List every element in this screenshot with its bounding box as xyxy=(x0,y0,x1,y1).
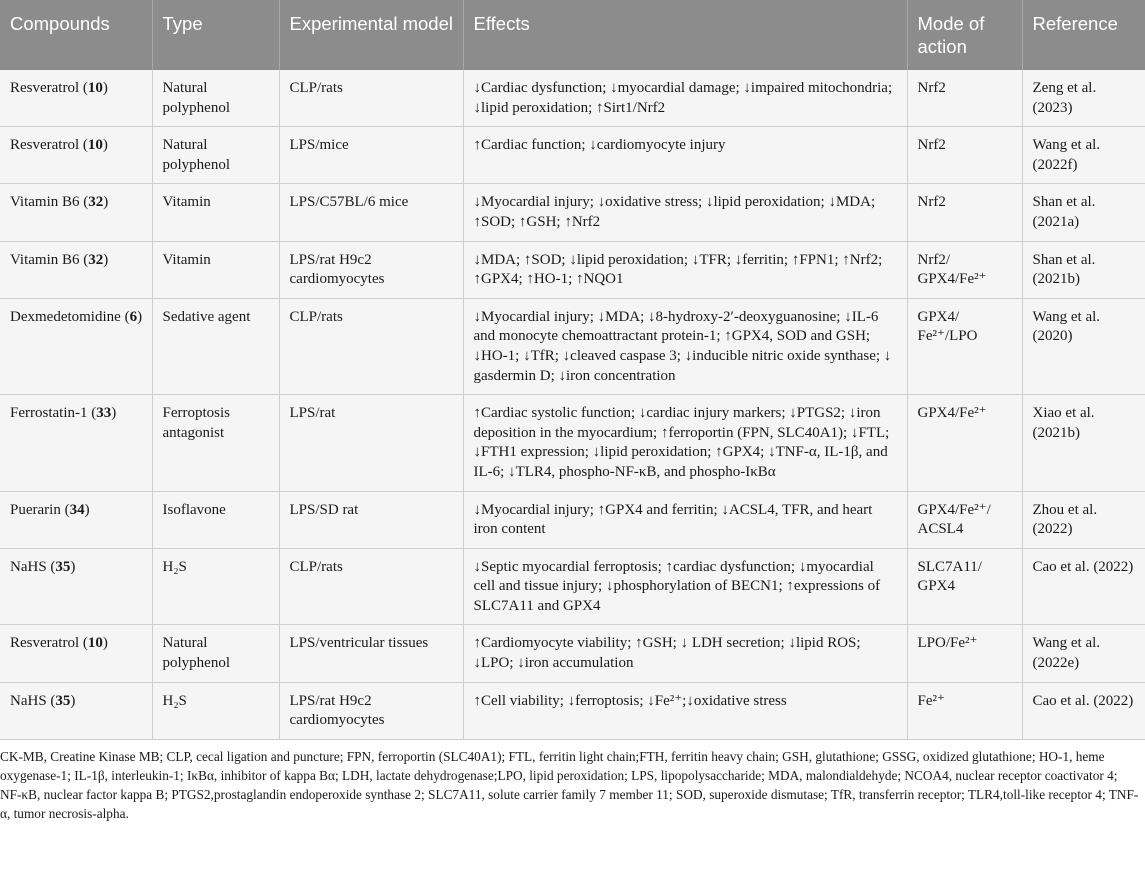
type-cell: Ferroptosis antagonist xyxy=(152,395,279,491)
effects-cell: ↓Cardiac dysfunction; ↓myocardial damage; ↓impaired mitochondria; ↓lipid peroxidation; ↑Sirt1/Nrf2 xyxy=(463,70,907,127)
reference-cell: Wang et al. (2022f) xyxy=(1022,127,1145,184)
compound-number: 32 xyxy=(88,251,104,268)
compound-name: NaHS xyxy=(10,558,47,575)
model-cell: CLP/rats xyxy=(279,548,463,625)
header-row xyxy=(0,0,1145,70)
compound-cell: NaHS (35) xyxy=(0,682,152,739)
compound-name: Vitamin B6 xyxy=(10,194,80,211)
header-compounds: Compounds xyxy=(0,0,152,70)
reference-cell: Wang et al. (2020) xyxy=(1022,298,1145,394)
table-row xyxy=(0,241,1145,298)
type-cell: Isoflavone xyxy=(152,491,279,548)
model-cell: LPS/rat H9c2 cardiomyocytes xyxy=(279,682,463,739)
compound-number: 33 xyxy=(96,405,112,422)
reference-cell: Shan et al. (2021b) xyxy=(1022,241,1145,298)
type-cell: H₂S xyxy=(152,682,279,739)
type-cell: Vitamin xyxy=(152,241,279,298)
table-footnote: CK-MB, Creatine Kinase MB; CLP, cecal ligation and puncture; FPN, ferroportin (SLC40A1); FTL, ferritin light chain;FTH, ferritin heavy chain; GSH, glutathione; GSSG, oxidized glutathione; HO-1, heme oxygenase-1; IL-1β, interleukin-1; IκBα, inhibitor of kappa Bα; LDH, lactate dehydrogenase;LPO, lipid peroxidation; LPS, lipopolysaccharide; MDA, malondialdehyde; NCOA4, nuclear receptor coactivator 4; NF-κB, nuclear factor kappa B; PTGS2,prostaglandin endoperoxide synthase 2; SLC7A11, solute carrier family 7 member 11; SOD, superoxide dismutase; TfR, transferrin receptor; TLR4,toll-like receptor 4; TNF-α, tumor necrosis-alpha. xyxy=(0,748,1139,821)
effects-cell: ↑Cardiac function; ↓cardiomyocyte injury xyxy=(463,127,907,184)
mode-cell: LPO/Fe²⁺ xyxy=(907,625,1022,682)
compound-cell: Resveratrol (10) xyxy=(0,127,152,184)
compound-name: Resveratrol xyxy=(10,80,80,96)
compound-number: 34 xyxy=(69,501,85,518)
compound-number: 6 xyxy=(129,308,138,325)
reference-cell: Cao et al. (2022) xyxy=(1022,548,1145,625)
table-row xyxy=(0,548,1145,625)
compound-cell: Vitamin B6 (32) xyxy=(0,184,152,241)
table-row xyxy=(0,298,1145,394)
mode-cell: GPX4/Fe²⁺ xyxy=(907,395,1022,491)
mode-cell: Fe²⁺ xyxy=(907,682,1022,739)
mode-cell: GPX4/Fe²⁺/ ACSL4 xyxy=(907,491,1022,548)
compound-name: Puerarin xyxy=(10,501,61,518)
effects-cell: ↓Myocardial injury; ↓MDA; ↓8-hydroxy-2′-deoxyguanosine; ↓IL-6 and monocyte chemoattractant protein-1; ↑GPX4, SOD and GSH; ↓HO-1; ↓TfR; ↓cleaved caspase 3; ↓inducible nitric oxide synthase; ↓ gasdermin D; ↓iron concentration xyxy=(463,298,907,394)
compound-name: Resveratrol xyxy=(10,137,80,154)
compound-number: 10 xyxy=(87,635,103,652)
mode-cell: SLC7A11/ GPX4 xyxy=(907,548,1022,625)
header-effects: Effects xyxy=(463,0,907,70)
reference-cell: Zhou et al. (2022) xyxy=(1022,491,1145,548)
header-mode-of-action: Mode of action xyxy=(907,0,1022,70)
compound-number: 35 xyxy=(55,558,71,575)
header-type: Type xyxy=(152,0,279,70)
header-reference: Reference xyxy=(1022,0,1145,70)
model-cell: LPS/ventricular tissues xyxy=(279,625,463,682)
model-cell: LPS/mice xyxy=(279,127,463,184)
model-cell: LPS/rat xyxy=(279,395,463,491)
effects-cell: ↑Cardiomyocyte viability; ↑GSH; ↓ LDH secretion; ↓lipid ROS; ↓LPO; ↓iron accumulation xyxy=(463,625,907,682)
compound-name: Vitamin B6 xyxy=(10,251,80,268)
table-row xyxy=(0,70,1145,127)
compound-name: Dexmedetomidine xyxy=(10,308,121,325)
reference-cell: Wang et al. (2022e) xyxy=(1022,625,1145,682)
effects-cell: ↓Myocardial injury; ↓oxidative stress; ↓lipid peroxidation; ↓MDA; ↑SOD; ↑GSH; ↑Nrf2 xyxy=(463,184,907,241)
reference-cell: Zeng et al. (2023) xyxy=(1022,70,1145,127)
mode-cell: GPX4/ Fe²⁺/LPO xyxy=(907,298,1022,394)
header-experimental-model: Experimental model xyxy=(279,0,463,70)
compound-cell: NaHS (35) xyxy=(0,548,152,625)
compound-number: 32 xyxy=(88,194,104,211)
table-row xyxy=(0,127,1145,184)
type-cell: H₂S xyxy=(152,548,279,625)
model-cell: LPS/rat H9c2 cardiomyocytes xyxy=(279,241,463,298)
mode-cell: Nrf2/ GPX4/Fe²⁺ xyxy=(907,241,1022,298)
compound-cell: Resveratrol (10) xyxy=(0,70,152,127)
reference-cell: Shan et al. (2021a) xyxy=(1022,184,1145,241)
compound-cell: Dexmedetomidine (6) xyxy=(0,298,152,394)
compound-cell: Puerarin (34) xyxy=(0,491,152,548)
model-cell: CLP/rats xyxy=(279,298,463,394)
type-cell: Natural polyphenol xyxy=(152,70,279,127)
model-cell: CLP/rats xyxy=(279,70,463,127)
mode-cell: Nrf2 xyxy=(907,70,1022,127)
mode-cell: Nrf2 xyxy=(907,127,1022,184)
mode-cell: Nrf2 xyxy=(907,184,1022,241)
table-row xyxy=(0,395,1145,491)
table-row xyxy=(0,625,1145,682)
table-row xyxy=(0,491,1145,548)
compound-name: Resveratrol xyxy=(10,635,80,652)
compound-cell: Vitamin B6 (32) xyxy=(0,241,152,298)
effects-cell: ↓Myocardial injury; ↑GPX4 and ferritin; ↓ACSL4, TFR, and heart iron content xyxy=(463,491,907,548)
effects-cell: ↓Septic myocardial ferroptosis; ↑cardiac dysfunction; ↓myocardial cell and tissue injury; ↓phosphorylation of BECN1; ↑expressions of SLC7A11 and GPX4 xyxy=(463,548,907,625)
reference-cell: Xiao et al. (2021b) xyxy=(1022,395,1145,491)
type-cell: Natural polyphenol xyxy=(152,625,279,682)
effects-cell: ↑Cell viability; ↓ferroptosis; ↓Fe²⁺;↓oxidative stress xyxy=(463,682,907,739)
type-cell: Natural polyphenol xyxy=(152,127,279,184)
effects-cell: ↓MDA; ↑SOD; ↓lipid peroxidation; ↓TFR; ↓ferritin; ↑FPN1; ↑Nrf2; ↑GPX4; ↑HO-1; ↑NQO1 xyxy=(463,241,907,298)
compound-name: Ferrostatin-1 xyxy=(10,405,88,422)
table-row xyxy=(0,682,1145,739)
model-cell: LPS/SD rat xyxy=(279,491,463,548)
type-cell: Vitamin xyxy=(152,184,279,241)
compound-number: 10 xyxy=(87,137,103,154)
model-cell: LPS/C57BL/6 mice xyxy=(279,184,463,241)
compound-cell: Resveratrol (10) xyxy=(0,625,152,682)
type-cell: Sedative agent xyxy=(152,298,279,394)
compound-name: NaHS xyxy=(10,692,47,709)
compound-number: 10 xyxy=(87,80,103,96)
reference-cell: Cao et al. (2022) xyxy=(1022,682,1145,739)
compound-cell: Ferrostatin-1 (33) xyxy=(0,395,152,491)
table-row xyxy=(0,184,1145,241)
effects-cell: ↑Cardiac systolic function; ↓cardiac injury markers; ↓PTGS2; ↓iron deposition in the myocardium; ↑ferroportin (FPN, SLC40A1); ↓FTL; ↓FTH1 expression; ↓lipid peroxidation; ↑GPX4; ↓TNF-α, IL-1β, and IL-6; ↓TLR4, phospho-NF-κB, and phospho-IκBα xyxy=(463,395,907,491)
compound-number: 35 xyxy=(55,692,71,709)
